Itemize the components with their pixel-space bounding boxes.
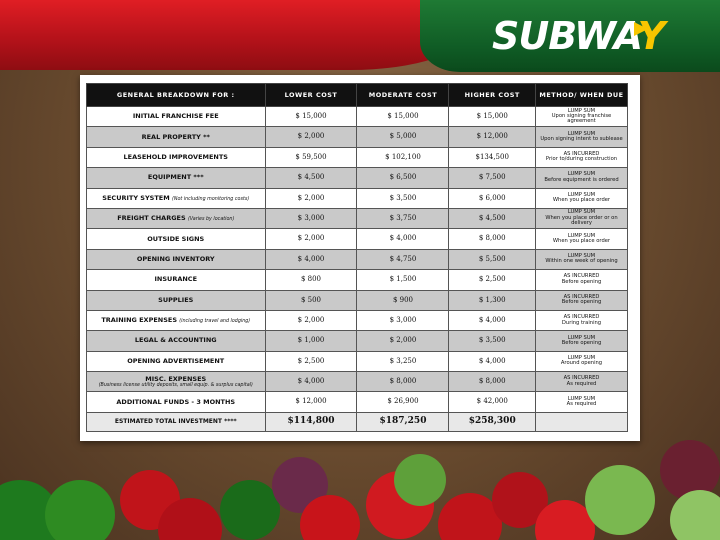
method-cell bbox=[536, 392, 628, 412]
method-due: Within one week of opening bbox=[545, 258, 618, 265]
table-row bbox=[87, 270, 628, 290]
lower-cost-cell: $ 2,000 bbox=[265, 310, 357, 330]
method-type: AS INCURRED bbox=[563, 273, 600, 280]
cost-item bbox=[87, 188, 266, 208]
table-row bbox=[87, 208, 628, 228]
cost-item bbox=[87, 208, 266, 228]
method-cell bbox=[536, 188, 628, 208]
cost-item-label: INSURANCE bbox=[154, 275, 198, 284]
higher-cost-cell: $ 3,500 bbox=[449, 331, 536, 351]
table-row bbox=[87, 168, 628, 188]
cost-item-label: OUTSIDE SIGNS bbox=[147, 234, 205, 243]
table-row bbox=[87, 372, 628, 392]
table-row bbox=[87, 249, 628, 269]
logo-arrow-icon bbox=[634, 22, 648, 36]
method-type: AS INCURRED bbox=[563, 293, 600, 300]
higher-cost-cell: $ 1,300 bbox=[449, 290, 536, 310]
cost-item bbox=[87, 107, 266, 127]
total-method bbox=[536, 412, 628, 431]
total-label: ESTIMATED TOTAL INVESTMENT **** bbox=[87, 412, 266, 431]
table-header-row bbox=[87, 84, 628, 107]
method-cell bbox=[536, 310, 628, 330]
moderate-cost-cell: $ 3,250 bbox=[357, 351, 449, 371]
method-due: As required bbox=[566, 401, 597, 408]
method-type: LUMP SUM bbox=[567, 354, 596, 361]
header-lower-cost: LOWER COST bbox=[265, 84, 357, 107]
method-cell bbox=[536, 351, 628, 371]
method-due: When you place order bbox=[552, 197, 611, 204]
lower-cost-cell: $ 3,000 bbox=[265, 208, 357, 228]
cost-item-label: EQUIPMENT *** bbox=[147, 173, 204, 182]
logo-text-main: SUBWA bbox=[492, 14, 638, 58]
method-cell bbox=[536, 270, 628, 290]
higher-cost-cell: $134,500 bbox=[449, 147, 536, 167]
moderate-cost-cell: $ 1,500 bbox=[357, 270, 449, 290]
lower-cost-cell: $ 4,000 bbox=[265, 249, 357, 269]
header-method-when-due: METHOD/ WHEN DUE bbox=[536, 84, 628, 107]
method-type: AS INCURRED bbox=[563, 151, 600, 158]
method-due: During training bbox=[561, 319, 602, 326]
higher-cost-cell: $ 2,500 bbox=[449, 270, 536, 290]
moderate-cost-cell: $ 6,500 bbox=[357, 168, 449, 188]
method-due: Before opening bbox=[561, 339, 602, 346]
header-moderate-cost: MODERATE COST bbox=[357, 84, 449, 107]
higher-cost-cell: $ 42,000 bbox=[449, 392, 536, 412]
moderate-cost-cell: $ 900 bbox=[357, 290, 449, 310]
method-due: Upon signing franchise agreement bbox=[551, 112, 612, 125]
cost-item-label: FREIGHT CHARGES bbox=[117, 214, 186, 223]
method-type: LUMP SUM bbox=[567, 130, 596, 137]
method-type: AS INCURRED bbox=[563, 314, 600, 321]
lower-cost-cell: $ 12,000 bbox=[265, 392, 357, 412]
table-row bbox=[87, 127, 628, 147]
header-higher-cost: HIGHER COST bbox=[449, 84, 536, 107]
method-cell bbox=[536, 107, 628, 127]
table-row bbox=[87, 188, 628, 208]
method-type: LUMP SUM bbox=[567, 232, 596, 239]
table-row bbox=[87, 331, 628, 351]
total-higher: $258,300 bbox=[449, 412, 536, 431]
total-row bbox=[87, 412, 628, 431]
cost-item-label: LEGAL & ACCOUNTING bbox=[134, 336, 217, 345]
lower-cost-cell: $ 4,500 bbox=[265, 168, 357, 188]
lower-cost-cell: $ 15,000 bbox=[265, 107, 357, 127]
table-row bbox=[87, 392, 628, 412]
cost-item bbox=[87, 372, 266, 392]
method-due: Before opening bbox=[561, 278, 602, 285]
higher-cost-cell: $ 6,000 bbox=[449, 188, 536, 208]
cost-item bbox=[87, 351, 266, 371]
table-row bbox=[87, 290, 628, 310]
cost-item bbox=[87, 249, 266, 269]
cost-item-label: OPENING INVENTORY bbox=[136, 254, 215, 263]
cost-item-label: SECURITY SYSTEM bbox=[102, 193, 170, 202]
method-cell bbox=[536, 127, 628, 147]
moderate-cost-cell: $ 26,900 bbox=[357, 392, 449, 412]
cost-item bbox=[87, 127, 266, 147]
lower-cost-cell: $ 500 bbox=[265, 290, 357, 310]
higher-cost-cell: $ 4,000 bbox=[449, 310, 536, 330]
method-due: As required bbox=[566, 380, 597, 387]
method-due: When you place order or on delivery bbox=[545, 214, 618, 227]
higher-cost-cell: $ 15,000 bbox=[449, 107, 536, 127]
cost-item bbox=[87, 310, 266, 330]
method-cell bbox=[536, 372, 628, 392]
method-type: LUMP SUM bbox=[567, 252, 596, 259]
method-due: Before equipment is ordered bbox=[544, 176, 619, 183]
method-type: LUMP SUM bbox=[567, 209, 596, 216]
cost-item-label: TRAINING EXPENSES bbox=[101, 316, 178, 325]
lower-cost-cell: $ 4,000 bbox=[265, 372, 357, 392]
franchise-cost-table bbox=[86, 83, 628, 432]
method-due: Around opening bbox=[560, 360, 603, 367]
method-type: LUMP SUM bbox=[567, 191, 596, 198]
higher-cost-cell: $ 4,000 bbox=[449, 351, 536, 371]
moderate-cost-cell: $ 15,000 bbox=[357, 107, 449, 127]
method-cell bbox=[536, 208, 628, 228]
cost-item bbox=[87, 168, 266, 188]
moderate-cost-cell: $ 3,500 bbox=[357, 188, 449, 208]
total-moderate: $187,250 bbox=[357, 412, 449, 431]
lower-cost-cell: $ 800 bbox=[265, 270, 357, 290]
higher-cost-cell: $ 5,500 bbox=[449, 249, 536, 269]
cost-item bbox=[87, 331, 266, 351]
lower-cost-cell: $ 2,000 bbox=[265, 229, 357, 249]
table-row bbox=[87, 147, 628, 167]
table-row bbox=[87, 229, 628, 249]
method-cell bbox=[536, 331, 628, 351]
moderate-cost-cell: $ 3,750 bbox=[357, 208, 449, 228]
moderate-cost-cell: $ 3,000 bbox=[357, 310, 449, 330]
cost-item-label: INITIAL FRANCHISE FEE bbox=[132, 112, 219, 121]
cost-item-note-line: (Business license utility deposits, small equip. & surplus capital) bbox=[98, 382, 253, 388]
header-banner-red bbox=[0, 0, 470, 70]
moderate-cost-cell: $ 8,000 bbox=[357, 372, 449, 392]
cost-item bbox=[87, 392, 266, 412]
lower-cost-cell: $ 2,500 bbox=[265, 351, 357, 371]
cost-breakdown-sheet bbox=[80, 75, 640, 441]
cost-item-label: ADDITIONAL FUNDS - 3 MONTHS bbox=[116, 397, 236, 406]
cost-item bbox=[87, 229, 266, 249]
method-cell bbox=[536, 229, 628, 249]
cost-item-label: SUPPLIES bbox=[158, 295, 194, 304]
method-cell bbox=[536, 147, 628, 167]
table-row bbox=[87, 310, 628, 330]
method-cell bbox=[536, 168, 628, 188]
method-due: Before opening bbox=[561, 299, 602, 306]
higher-cost-cell: $ 4,500 bbox=[449, 208, 536, 228]
cost-item bbox=[87, 270, 266, 290]
higher-cost-cell: $ 8,000 bbox=[449, 229, 536, 249]
subway-logo bbox=[492, 14, 664, 58]
cost-item-label: LEASEHOLD IMPROVEMENTS bbox=[123, 152, 228, 161]
higher-cost-cell: $ 8,000 bbox=[449, 372, 536, 392]
lower-cost-cell: $ 1,000 bbox=[265, 331, 357, 351]
method-cell bbox=[536, 290, 628, 310]
method-type: LUMP SUM bbox=[567, 395, 596, 402]
higher-cost-cell: $ 12,000 bbox=[449, 127, 536, 147]
method-cell bbox=[536, 249, 628, 269]
method-due: When you place order bbox=[552, 238, 611, 245]
header-general-breakdown: GENERAL BREAKDOWN FOR : bbox=[87, 84, 266, 107]
moderate-cost-cell: $ 5,000 bbox=[357, 127, 449, 147]
cost-item-note: (including travel and lodging) bbox=[179, 319, 251, 325]
total-lower: $114,800 bbox=[265, 412, 357, 431]
cost-item-note: (Not including monitoring costs) bbox=[171, 196, 250, 202]
lower-cost-cell: $ 2,000 bbox=[265, 127, 357, 147]
moderate-cost-cell: $ 4,000 bbox=[357, 229, 449, 249]
table-row bbox=[87, 107, 628, 127]
cost-item-label: MISC. EXPENSES bbox=[145, 374, 207, 383]
vegetables-image bbox=[0, 440, 720, 540]
logo-text-accent: Y bbox=[637, 14, 665, 58]
method-type: LUMP SUM bbox=[567, 334, 596, 341]
method-type: LUMP SUM bbox=[567, 107, 596, 114]
moderate-cost-cell: $ 2,000 bbox=[357, 331, 449, 351]
lower-cost-cell: $ 59,500 bbox=[265, 147, 357, 167]
higher-cost-cell: $ 7,500 bbox=[449, 168, 536, 188]
method-due: Prior to/during construction bbox=[545, 156, 618, 163]
method-type: LUMP SUM bbox=[567, 171, 596, 178]
moderate-cost-cell: $ 4,750 bbox=[357, 249, 449, 269]
method-type: AS INCURRED bbox=[563, 375, 600, 382]
lower-cost-cell: $ 2,000 bbox=[265, 188, 357, 208]
cost-item-note: (Varies by location) bbox=[187, 217, 235, 223]
table-row bbox=[87, 351, 628, 371]
cost-item bbox=[87, 290, 266, 310]
method-due: Upon signing intent to sublease bbox=[540, 136, 623, 143]
moderate-cost-cell: $ 102,100 bbox=[357, 147, 449, 167]
cost-item-label: OPENING ADVERTISEMENT bbox=[127, 356, 225, 365]
cost-item-label: REAL PROPERTY ** bbox=[141, 132, 210, 141]
cost-item bbox=[87, 147, 266, 167]
